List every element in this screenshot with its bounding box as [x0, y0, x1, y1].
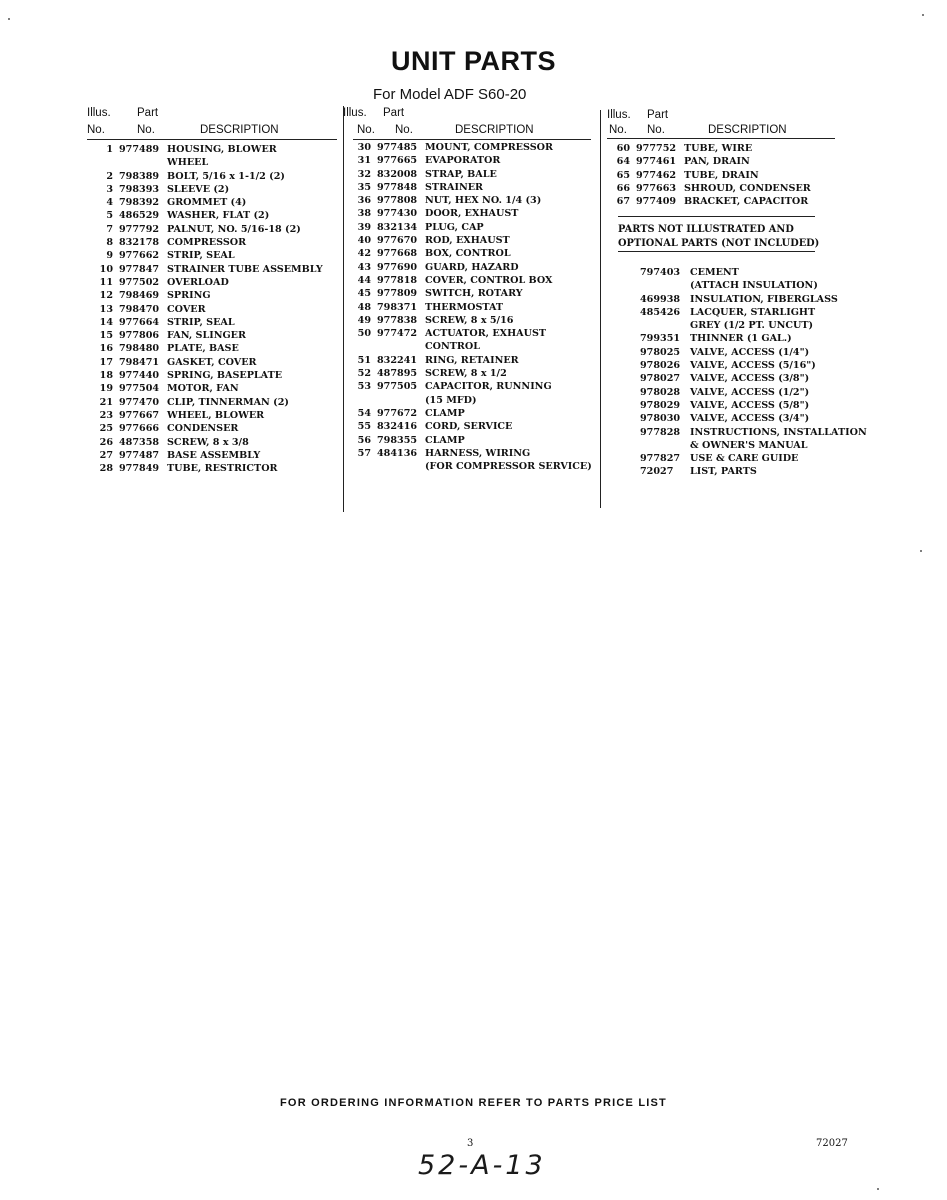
model-subtitle: For Model ADF S60-20	[373, 86, 527, 103]
description: COVER, CONTROL BOX	[425, 274, 553, 286]
description: SPRING, BASEPLATE	[167, 370, 283, 382]
table-row	[357, 327, 597, 340]
illus-no: 38	[357, 208, 371, 220]
illus-no: 67	[616, 196, 630, 208]
part-no: 977672	[377, 407, 418, 419]
description: VALVE, ACCESS (3/8")	[690, 373, 810, 385]
table-row	[357, 301, 597, 314]
part-no: 978026	[640, 360, 681, 372]
table-row	[616, 182, 846, 195]
description: EVAPORATOR	[425, 155, 501, 167]
part-no: 798355	[377, 434, 418, 446]
description: (FOR COMPRESSOR SERVICE)	[425, 461, 592, 473]
table-row	[357, 221, 597, 234]
table-row	[99, 223, 339, 236]
illus-no: 15	[99, 330, 113, 342]
description: INSTRUCTIONS, INSTALLATION	[690, 426, 867, 438]
description: VALVE, ACCESS (3/4")	[690, 413, 810, 425]
illus-no: 4	[106, 197, 113, 209]
column-divider-2	[600, 110, 601, 508]
part-no: 977665	[377, 155, 418, 167]
illus-no: 7	[106, 223, 113, 235]
illus-no: 18	[99, 370, 113, 382]
handwritten-note: 52-A-13	[418, 1150, 546, 1181]
description: MOUNT, COMPRESSOR	[425, 142, 553, 153]
part-no: 977808	[377, 195, 418, 207]
table-row	[357, 234, 597, 247]
description: VALVE, ACCESS (1/4")	[690, 346, 810, 358]
illus-no: 54	[357, 407, 371, 419]
illus-no: 45	[357, 288, 371, 300]
description: CONDENSER	[167, 423, 239, 435]
table-row	[357, 340, 597, 353]
table-row	[357, 274, 597, 287]
header-no: No.	[357, 124, 375, 136]
table-row	[99, 170, 339, 183]
page-number: 3	[467, 1138, 474, 1149]
document-number: 72027	[816, 1138, 848, 1149]
table-row	[357, 247, 597, 260]
not-illustrated-heading	[618, 223, 819, 250]
illus-no: 19	[99, 383, 113, 395]
part-no: 487895	[377, 368, 418, 380]
illus-no: 12	[99, 290, 113, 302]
table-row	[99, 369, 339, 382]
illus-no: 13	[99, 303, 113, 315]
part-no: 978027	[640, 373, 681, 385]
part-no: 798470	[119, 303, 160, 315]
part-no: 487358	[119, 436, 160, 448]
description: STRIP, SEAL	[167, 250, 235, 262]
part-no: 798389	[119, 170, 160, 182]
table-row	[99, 436, 339, 449]
part-no: 832008	[377, 168, 418, 180]
description: THINNER (1 GAL.)	[690, 333, 792, 345]
table-row	[357, 380, 597, 393]
description: CONTROL	[425, 341, 480, 353]
header-description: DESCRIPTION	[455, 124, 534, 136]
illus-no: 9	[106, 250, 113, 262]
description: SCREW, 8 x 5/16	[425, 314, 514, 326]
description: COMPRESSOR	[167, 237, 247, 249]
illus-no: 5	[106, 210, 113, 222]
table-row	[357, 154, 597, 167]
description: GUARD, HAZARD	[425, 261, 519, 273]
part-no: 485426	[640, 306, 681, 318]
header-no: No.	[87, 124, 105, 136]
illus-no: 28	[99, 463, 113, 475]
description: RING, RETAINER	[425, 354, 519, 366]
part-no: 469938	[640, 293, 681, 305]
table-row	[99, 382, 339, 395]
part-no: 977489	[119, 144, 160, 155]
illus-no: 30	[357, 142, 371, 153]
description: STRAP, BALE	[425, 168, 497, 180]
illus-no: 16	[99, 343, 113, 355]
description: MOTOR, FAN	[167, 383, 239, 395]
part-no: 977664	[119, 316, 160, 328]
table-row	[99, 303, 339, 316]
part-no: 72027	[640, 466, 674, 478]
part-no: 484136	[377, 447, 418, 459]
table-row	[99, 263, 339, 276]
illus-no: 11	[99, 276, 113, 288]
description: COVER	[167, 303, 206, 315]
description: USE & CARE GUIDE	[690, 453, 799, 465]
part-no: 977668	[377, 248, 418, 260]
table-row	[99, 236, 339, 249]
description: VALVE, ACCESS (5/16")	[690, 360, 816, 372]
table-row	[99, 342, 339, 355]
part-no: 799351	[640, 333, 681, 345]
description: TUBE, WIRE	[684, 143, 753, 154]
illus-no: 51	[357, 354, 371, 366]
header-part: Part	[383, 107, 405, 119]
description: THERMOSTAT	[425, 301, 504, 313]
table-row	[99, 209, 339, 222]
description: CEMENT	[690, 267, 739, 278]
table-row	[357, 420, 597, 433]
table-row	[357, 407, 597, 420]
illus-no: 8	[106, 237, 113, 249]
table-row	[99, 356, 339, 369]
illus-no: 60	[616, 143, 630, 154]
parts-list-2	[357, 141, 597, 473]
table-row	[616, 142, 846, 155]
table-row	[99, 462, 339, 475]
table-row	[357, 394, 597, 407]
description: INSULATION, FIBERGLASS	[690, 293, 838, 305]
table-row	[357, 460, 597, 473]
table-row	[99, 276, 339, 289]
illus-no: 49	[357, 314, 371, 326]
header-part-no: No.	[137, 124, 155, 136]
description: BOLT, 5/16 x 1-1/2 (2)	[167, 170, 285, 182]
description: NUT, HEX NO. 1/4 (3)	[425, 195, 542, 207]
description: ACTUATOR, EXHAUST	[425, 328, 547, 340]
part-no: 977809	[377, 288, 418, 300]
parts-list-1	[99, 143, 339, 475]
description: PLATE, BASE	[167, 343, 239, 355]
description: STRIP, SEAL	[167, 316, 235, 328]
part-no: 798371	[377, 301, 418, 313]
header-part: Part	[137, 107, 159, 119]
description: LACQUER, STARLIGHT	[690, 306, 816, 318]
illus-no: 50	[357, 328, 371, 340]
not-illustrated-line-2: OPTIONAL PARTS (NOT INCLUDED)	[618, 237, 820, 249]
description: SHROUD, CONDENSER	[684, 182, 811, 194]
part-no: 977430	[377, 208, 418, 220]
table-row	[357, 194, 597, 207]
column-divider-1	[343, 106, 344, 512]
part-no: 977752	[636, 143, 677, 154]
table-row	[357, 181, 597, 194]
part-no: 977663	[636, 182, 677, 194]
description: WHEEL	[167, 157, 209, 169]
header-illus: Illus.	[87, 107, 111, 119]
not-illustrated-line-1: PARTS NOT ILLUSTRATED AND	[618, 224, 794, 235]
part-no: 977792	[119, 223, 160, 235]
part-no: 977505	[377, 381, 418, 393]
header-rule-3	[607, 138, 835, 139]
part-no: 798471	[119, 356, 160, 368]
illus-no: 35	[357, 181, 371, 193]
part-no: 978028	[640, 386, 681, 398]
table-row	[99, 249, 339, 262]
header-no: No.	[609, 124, 627, 136]
header-part-no: No.	[647, 124, 665, 136]
part-no: 978029	[640, 399, 681, 411]
part-no: 798469	[119, 290, 160, 302]
illus-no: 31	[357, 155, 371, 167]
description: (ATTACH INSULATION)	[690, 280, 818, 292]
part-no: 977667	[119, 409, 160, 421]
part-no: 977828	[640, 426, 681, 438]
table-row	[357, 207, 597, 220]
header-rule-2	[353, 139, 591, 140]
illus-no: 32	[357, 168, 371, 180]
header-description: DESCRIPTION	[200, 124, 279, 136]
scan-speck	[922, 14, 924, 16]
header-description: DESCRIPTION	[708, 124, 787, 136]
part-no: 797403	[640, 267, 681, 278]
part-no: 977462	[636, 169, 677, 181]
description: GROMMET (4)	[167, 197, 247, 209]
part-no: 977806	[119, 330, 160, 342]
illus-no: 26	[99, 436, 113, 448]
description: PLUG, CAP	[425, 221, 484, 233]
illus-no: 2	[106, 170, 113, 182]
part-no: 977504	[119, 383, 160, 395]
illus-no: 53	[357, 381, 371, 393]
part-no: 977847	[119, 263, 160, 275]
description: PAN, DRAIN	[684, 156, 750, 168]
description: OVERLOAD	[167, 276, 229, 288]
part-no: 977838	[377, 314, 418, 326]
description: ROD, EXHAUST	[425, 235, 510, 247]
table-row	[616, 155, 846, 168]
description: TUBE, DRAIN	[684, 169, 759, 181]
part-no: 977848	[377, 181, 418, 193]
part-no: 977849	[119, 463, 160, 475]
header-rule-1	[87, 139, 337, 140]
notes-rule-bottom	[618, 251, 815, 252]
description: VALVE, ACCESS (5/8")	[690, 399, 810, 411]
illus-no: 21	[99, 396, 113, 408]
column-header-2	[343, 106, 593, 138]
description: BOX, CONTROL	[425, 248, 511, 260]
part-no: 832416	[377, 421, 418, 433]
description: SLEEVE (2)	[167, 183, 230, 195]
part-no: 977461	[636, 156, 677, 168]
illus-no: 66	[616, 182, 630, 194]
illus-no: 27	[99, 449, 113, 461]
description: HOUSING, BLOWER	[167, 144, 277, 155]
illus-no: 42	[357, 248, 371, 260]
description: PALNUT, NO. 5/16-18 (2)	[167, 223, 301, 235]
scan-speck	[877, 1188, 879, 1190]
column-header-3	[607, 108, 857, 140]
part-no: 978025	[640, 346, 681, 358]
page-title: UNIT PARTS	[391, 46, 556, 76]
table-row	[357, 367, 597, 380]
part-no: 977409	[636, 196, 677, 208]
table-row	[99, 196, 339, 209]
description: CLIP, TINNERMAN (2)	[167, 396, 289, 408]
illus-no: 48	[357, 301, 371, 313]
table-row	[357, 434, 597, 447]
illus-no: 17	[99, 356, 113, 368]
illus-no: 55	[357, 421, 371, 433]
part-no: 977818	[377, 274, 418, 286]
table-row	[357, 261, 597, 274]
description: WHEEL, BLOWER	[167, 409, 265, 421]
part-no: 977470	[119, 396, 160, 408]
part-no: 977666	[119, 423, 160, 435]
part-no: 977662	[119, 250, 160, 262]
table-row	[99, 396, 339, 409]
part-no: 977485	[377, 142, 418, 153]
description: (15 MFD)	[425, 394, 477, 406]
description: & OWNER'S MANUAL	[690, 439, 808, 451]
column-header-1	[87, 106, 337, 138]
table-row	[99, 289, 339, 302]
description: CLAMP	[425, 407, 465, 419]
table-row	[99, 156, 339, 169]
description: BASE ASSEMBLY	[167, 449, 261, 461]
table-row	[99, 316, 339, 329]
scan-speck	[8, 18, 10, 20]
illus-no: 52	[357, 368, 371, 380]
description: CAPACITOR, RUNNING	[425, 381, 552, 393]
description: STRAINER TUBE ASSEMBLY	[167, 263, 323, 275]
illus-no: 14	[99, 316, 113, 328]
part-no: 798480	[119, 343, 160, 355]
header-part-no: No.	[395, 124, 413, 136]
part-no: 977472	[377, 328, 418, 340]
part-no: 798393	[119, 183, 160, 195]
part-no: 832178	[119, 237, 160, 249]
illus-no: 39	[357, 221, 371, 233]
description: WASHER, FLAT (2)	[167, 210, 270, 222]
illus-no: 43	[357, 261, 371, 273]
table-row	[357, 447, 597, 460]
part-no: 978030	[640, 413, 681, 425]
table-row	[99, 422, 339, 435]
description: BRACKET, CAPACITOR	[684, 196, 809, 208]
description: LIST, PARTS	[690, 466, 757, 478]
header-illus: Illus.	[607, 109, 631, 121]
part-no: 977502	[119, 276, 160, 288]
table-row	[99, 143, 339, 156]
part-no: 832241	[377, 354, 418, 366]
table-row	[357, 314, 597, 327]
illus-no: 1	[106, 144, 113, 155]
table-row	[99, 329, 339, 342]
scan-speck	[920, 550, 922, 552]
illus-no: 10	[99, 263, 113, 275]
illus-no: 65	[616, 169, 630, 181]
header-illus: Illus.	[343, 107, 367, 119]
illus-no: 23	[99, 409, 113, 421]
ordering-footer: FOR ORDERING INFORMATION REFER TO PARTS PRICE LIST	[280, 1097, 667, 1109]
table-row	[99, 409, 339, 422]
part-no: 832134	[377, 221, 418, 233]
description: CLAMP	[425, 434, 465, 446]
part-no: 977440	[119, 370, 160, 382]
description: HARNESS, WIRING	[425, 447, 531, 459]
part-no: 977487	[119, 449, 160, 461]
illus-no: 40	[357, 235, 371, 247]
illus-no: 3	[106, 183, 113, 195]
table-row	[357, 287, 597, 300]
parts-list-3	[616, 142, 846, 208]
table-row	[357, 168, 597, 181]
illus-no: 57	[357, 447, 371, 459]
part-no: 486529	[119, 210, 160, 222]
illus-no: 64	[616, 156, 630, 168]
header-part: Part	[647, 109, 669, 121]
illus-no: 36	[357, 195, 371, 207]
description: CORD, SERVICE	[425, 421, 513, 433]
illus-no: 44	[357, 274, 371, 286]
table-row	[99, 183, 339, 196]
table-row	[99, 449, 339, 462]
table-row	[357, 141, 597, 154]
part-no: 977827	[640, 453, 681, 465]
description: SCREW, 8 x 1/2	[425, 368, 507, 380]
description: VALVE, ACCESS (1/2")	[690, 386, 810, 398]
part-no: 977690	[377, 261, 418, 273]
table-row	[616, 195, 846, 208]
part-no: 977670	[377, 235, 418, 247]
description: GREY (1/2 PT. UNCUT)	[690, 320, 814, 332]
notes-rule-top	[618, 216, 815, 217]
description: STRAINER	[425, 181, 484, 193]
description: FAN, SLINGER	[167, 330, 246, 342]
description: SCREW, 8 x 3/8	[167, 436, 249, 448]
description: TUBE, RESTRICTOR	[167, 463, 278, 475]
part-no: 798392	[119, 197, 160, 209]
table-row	[357, 354, 597, 367]
illus-no: 56	[357, 434, 371, 446]
description: DOOR, EXHAUST	[425, 208, 519, 220]
description: GASKET, COVER	[167, 356, 257, 368]
description: SWITCH, ROTARY	[425, 288, 523, 300]
description: SPRING	[167, 290, 211, 302]
table-row	[616, 169, 846, 182]
illus-no: 25	[99, 423, 113, 435]
